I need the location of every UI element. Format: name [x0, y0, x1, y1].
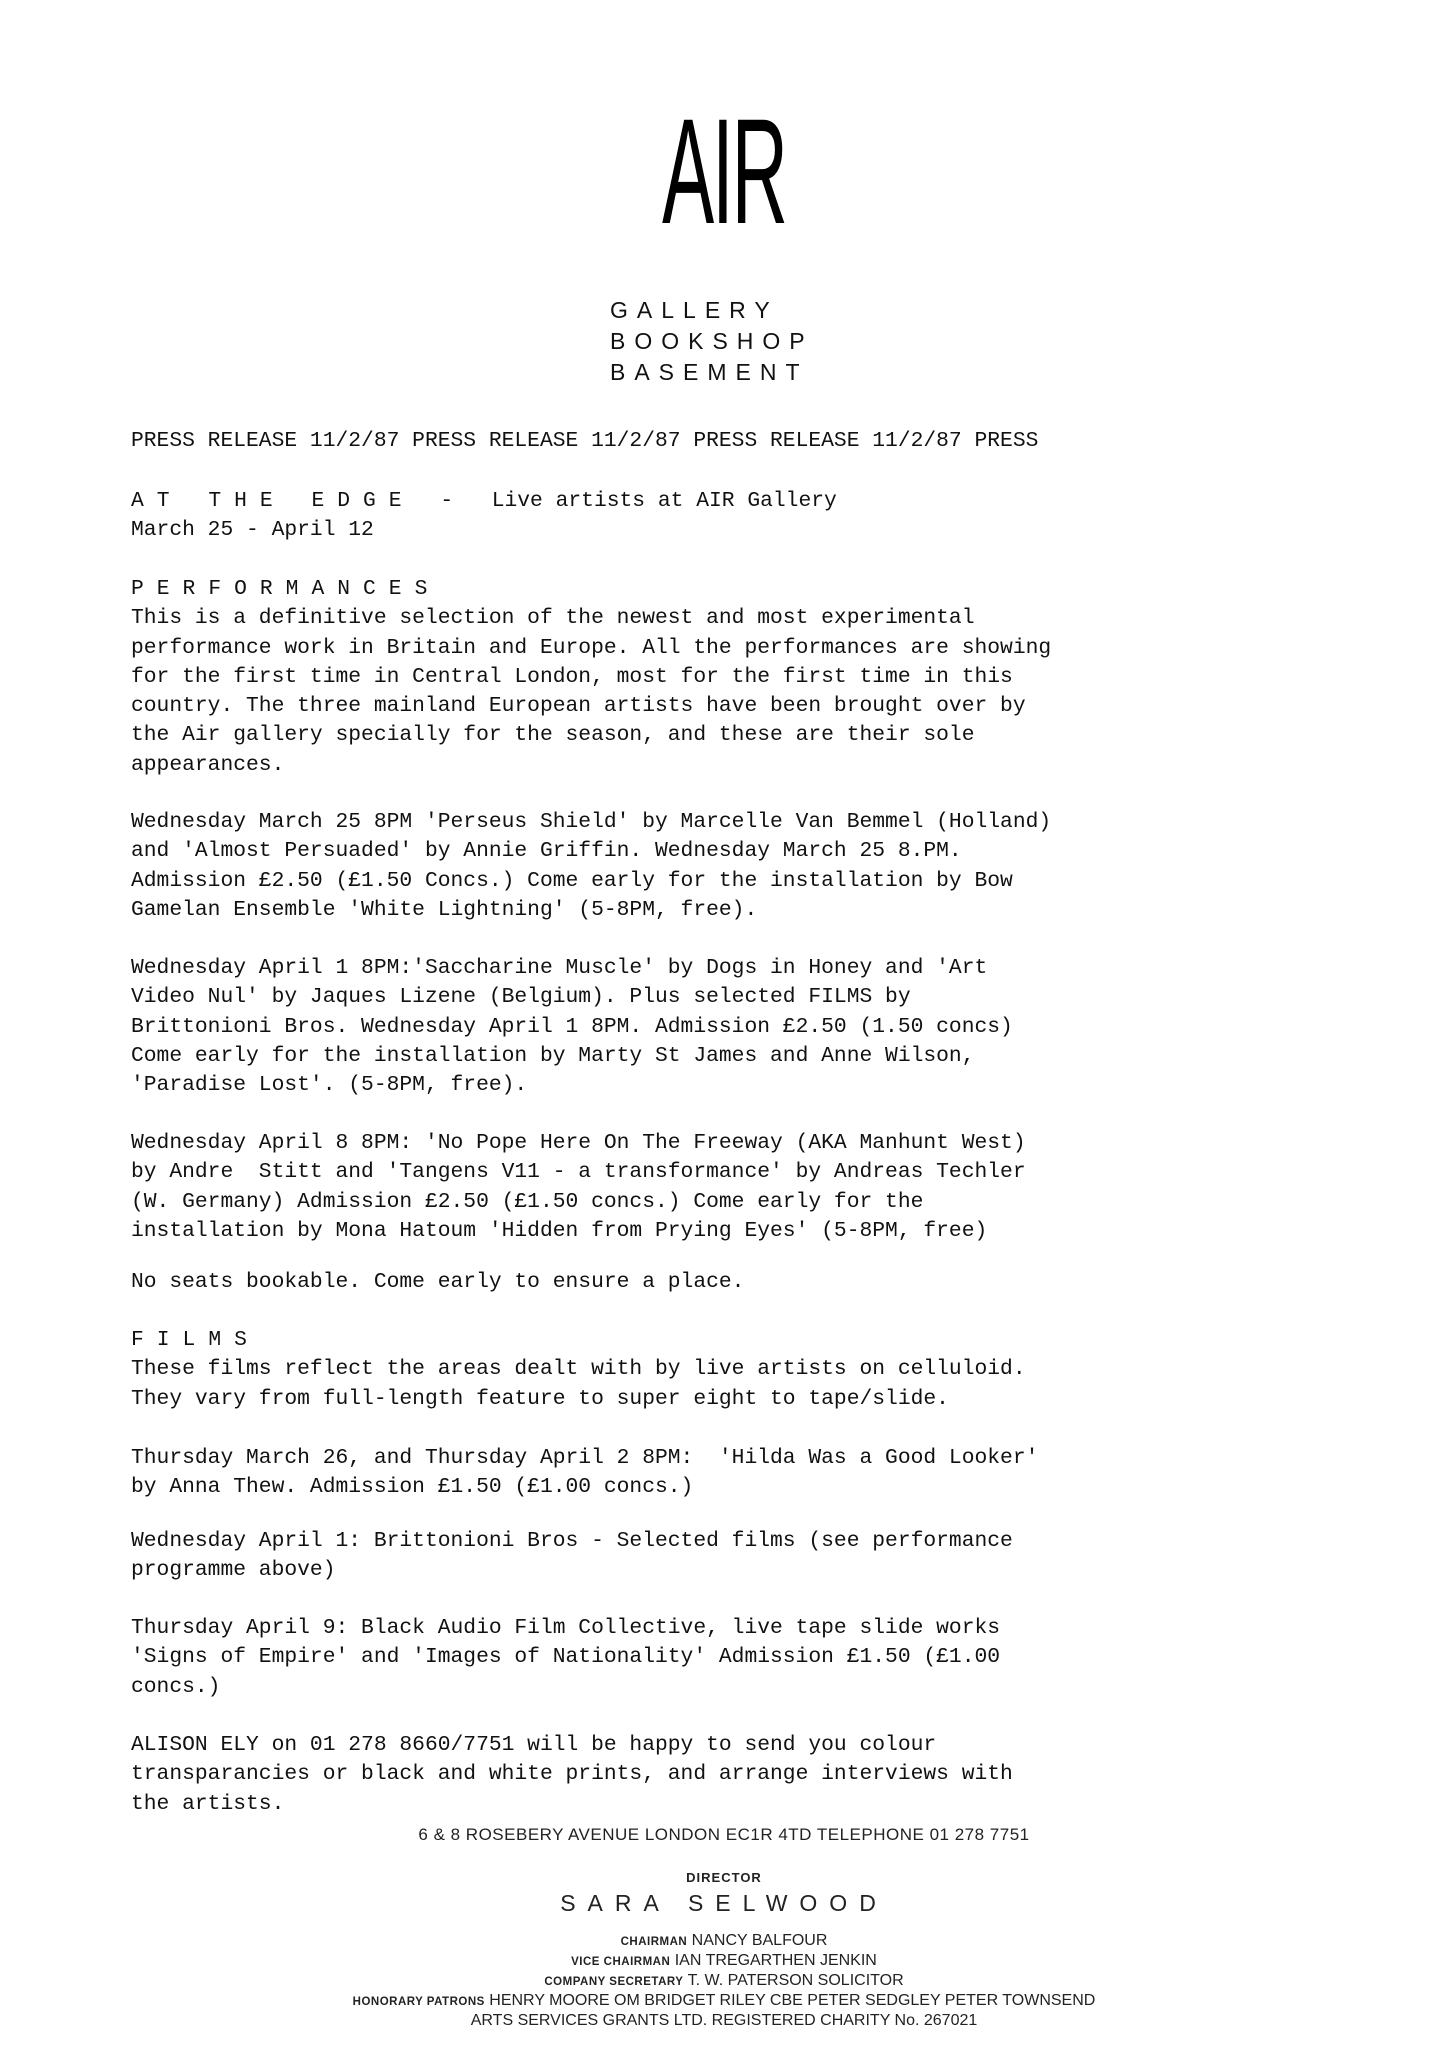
film-hilda: [131, 1444, 1231, 1503]
event-subtitle: Live artists at AIR Gallery: [491, 489, 837, 513]
officer-label: CHAIRMAN: [620, 1936, 688, 1948]
performances-heading: PERFORMANCES: [131, 577, 441, 601]
paragraph-line: transparancies or black and white prints, and arrange interviews with: [131, 1762, 1013, 1787]
director-name: SARA SELWOOD: [560, 1890, 888, 1916]
paragraph-line: installation by Mona Hatoum 'Hidden from Prying Eyes' (5-8PM, free): [131, 1218, 988, 1243]
paragraph-line: Thursday March 26, and Thursday April 2 8PM: 'Hilda Was a Good Looker': [131, 1446, 1039, 1470]
officer-chairman: [0, 1931, 1448, 1952]
paragraph-line: by Andre Stitt and 'Tangens V11 - a transformance' by Andreas Techler: [131, 1160, 1026, 1185]
officer-label: HONORARY PATRONS: [352, 1996, 485, 2008]
paragraph-line: ALISON ELY on 01 278 8660/7751 will be happy to send you colour: [131, 1733, 937, 1757]
paragraph-line: Wednesday April 1 8PM:'Saccharine Muscle' by Dogs in Honey and 'Art: [131, 956, 988, 980]
officer-name: T. W. PATERSON SOLICITOR: [687, 1972, 904, 1989]
paragraph-line: 'Signs of Empire' and 'Images of Nationality' Admission £1.50 (£1.00: [131, 1645, 1001, 1670]
paragraph-line: Brittonioni Bros. Wednesday April 1 8PM. Admission £2.50 (1.50 concs): [131, 1014, 1013, 1039]
films-intro-line: They vary from full-length feature to super eight to tape/slide.: [131, 1386, 949, 1411]
officer-name: HENRY MOORE OM BRIDGET RILEY CBE PETER SEDGLEY PETER TOWNSEND: [489, 1992, 1096, 2009]
press-contact: [131, 1731, 1231, 1819]
officer-company-secretary: [0, 1971, 1448, 1992]
films-intro-line: These films reflect the areas dealt with by live artists on celluloid.: [131, 1357, 1026, 1382]
film-brittonioni: [131, 1527, 1231, 1586]
officer-honorary-patrons: [0, 1991, 1448, 2012]
performances-intro-line: the Air gallery specially for the season, and these are their sole: [131, 723, 975, 748]
films-heading: FILMS: [131, 1328, 260, 1352]
letterhead-line-gallery: GALLERY: [610, 297, 779, 323]
paragraph-line: Come early for the installation by Marty St James and Anne Wilson,: [131, 1043, 975, 1068]
gallery-address: 6 & 8 ROSEBERY AVENUE LONDON EC1R 4TD TELEPHONE 01 278 7751: [418, 1825, 1030, 1844]
paragraph-line: Wednesday April 1: Brittonioni Bros - Selected films (see performance: [131, 1529, 1013, 1553]
paragraph-line: (W. Germany) Admission £2.50 (£1.50 concs.) Come early for the: [131, 1189, 924, 1214]
paragraph-line: Gamelan Ensemble 'White Lightning' (5-8PM, free).: [131, 897, 758, 922]
film-black-audio: [131, 1614, 1231, 1702]
performance-april-8: [131, 1129, 1231, 1246]
paragraph-line: Thursday April 9: Black Audio Film Collective, live tape slide works: [131, 1616, 1001, 1640]
seating-note-text: No seats bookable. Come early to ensure a place.: [131, 1270, 745, 1294]
officer-label: COMPANY SECRETARY: [544, 1976, 684, 1988]
paragraph-line: Video Nul' by Jaques Lizene (Belgium). Plus selected FILMS by: [131, 985, 911, 1010]
officer-label: VICE CHAIRMAN: [571, 1956, 671, 1968]
letterhead-subtitle: [610, 295, 830, 388]
press-release-line: [131, 427, 1231, 456]
paragraph-line: Wednesday March 25 8PM 'Perseus Shield' by Marcelle Van Bemmel (Holland): [131, 810, 1052, 834]
director-label: DIRECTOR: [686, 1870, 762, 1885]
paragraph-line: Wednesday April 8 8PM: 'No Pope Here On The Freeway (AKA Manhunt West): [131, 1131, 1026, 1155]
paragraph-line: concs.): [131, 1674, 221, 1699]
performance-march-25: [131, 808, 1231, 925]
performances-intro-line: country. The three mainland European artists have been brought over by: [131, 694, 1026, 719]
officer-name: NANCY BALFOUR: [691, 1932, 828, 1949]
paragraph-line: programme above): [131, 1558, 336, 1583]
event-title: [131, 487, 1231, 546]
performances-intro-line: performance work in Britain and Europe. All the performances are showing: [131, 635, 1052, 660]
letterhead-line-bookshop: BOOKSHOP: [610, 328, 814, 354]
performances-intro-line: This is a definitive selection of the newest and most experimental: [131, 606, 975, 631]
charity-registration: ARTS SERVICES GRANTS LTD. REGISTERED CHARITY No. 267021: [470, 2012, 978, 2029]
air-logo: AIR: [662, 87, 786, 255]
press-release-text: PRESS RELEASE 11/2/87 PRESS RELEASE 11/2/87 PRESS RELEASE 11/2/87 PRESS: [131, 429, 1039, 453]
performances-section: [131, 575, 1231, 780]
films-section: [131, 1326, 1231, 1414]
event-dates: March 25 - April 12: [131, 518, 374, 543]
paragraph-line: 'Paradise Lost'. (5-8PM, free).: [131, 1073, 528, 1098]
seating-note: [131, 1268, 1231, 1297]
paragraph-line: by Anna Thew. Admission £1.50 (£1.00 concs.): [131, 1475, 694, 1500]
performances-intro-line: appearances.: [131, 752, 285, 777]
event-title-row: [131, 487, 1231, 516]
officer-vice-chairman: [0, 1951, 1448, 1972]
paragraph-line: Admission £2.50 (£1.50 Concs.) Come early for the installation by Bow: [131, 868, 1013, 893]
performance-april-1: [131, 954, 1231, 1100]
officer-name: IAN TREGARTHEN JENKIN: [674, 1952, 877, 1969]
event-heading: AT THE EDGE -: [131, 489, 467, 513]
paragraph-line: the artists.: [131, 1791, 285, 1816]
paragraph-line: and 'Almost Persuaded' by Annie Griffin. Wednesday March 25 8.PM.: [131, 839, 962, 864]
letterhead-line-basement: BASEMENT: [610, 359, 809, 385]
performances-intro-line: for the first time in Central London, most for the first time in this: [131, 664, 1013, 689]
